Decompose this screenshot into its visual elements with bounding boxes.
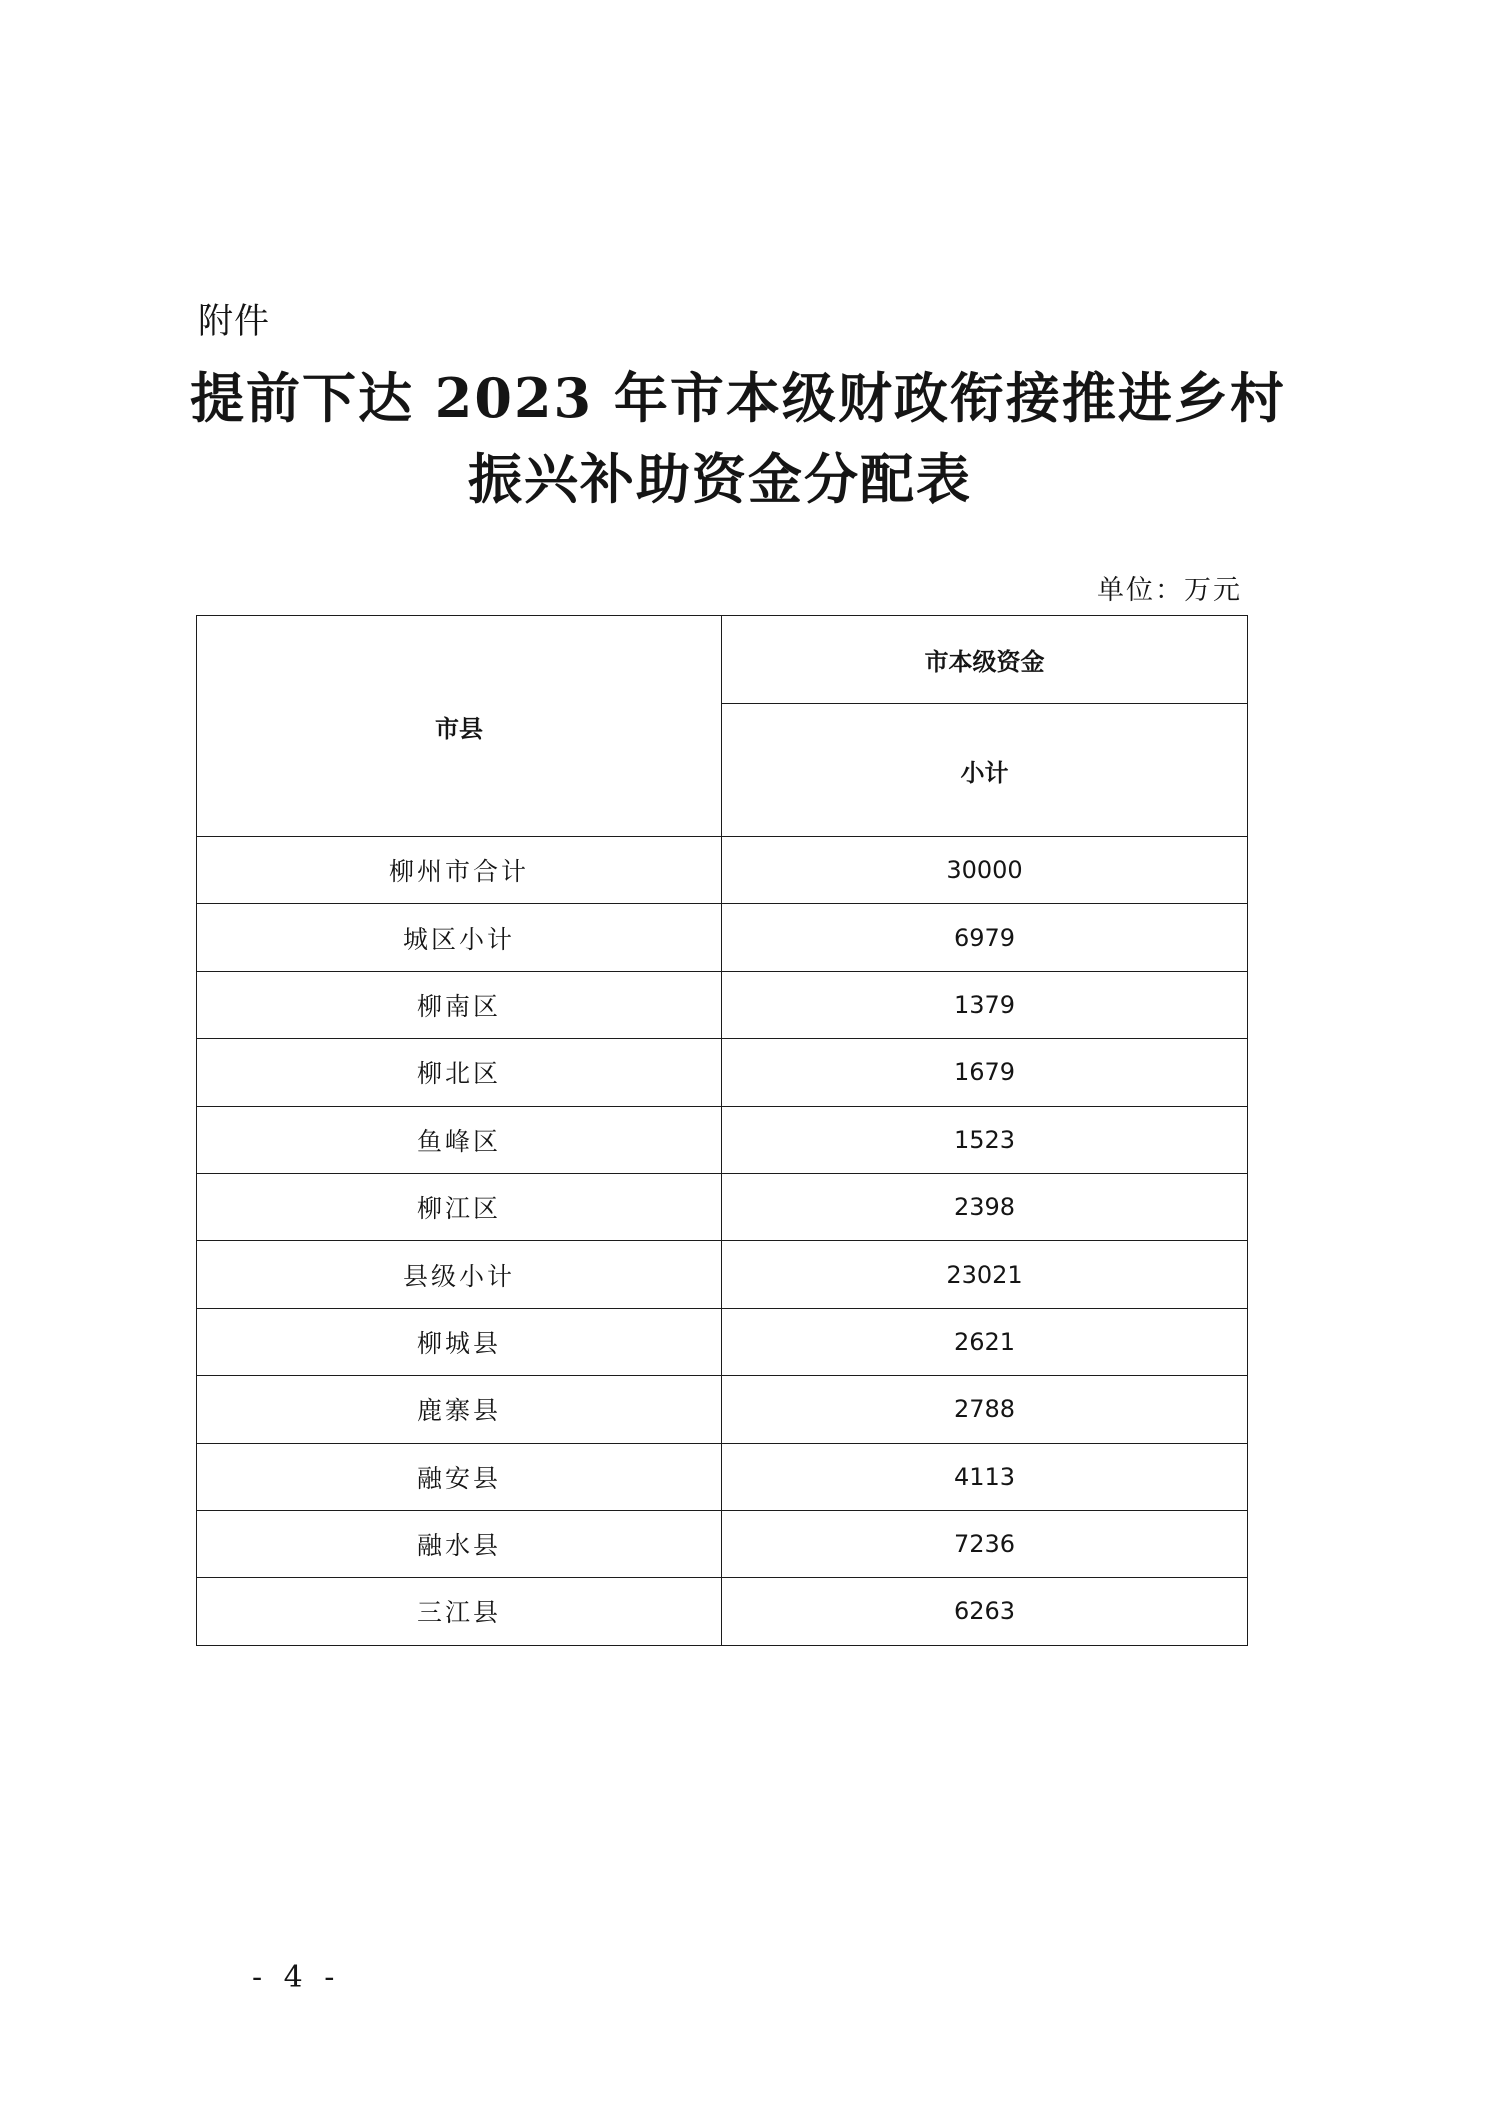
amount-cell: 7236 (722, 1510, 1248, 1577)
table-row (197, 1376, 1248, 1443)
region-cell: 城区小计 (197, 904, 722, 971)
amount-cell: 2788 (722, 1376, 1248, 1443)
amount-cell: 6979 (722, 904, 1248, 971)
table-row (197, 971, 1248, 1038)
table-row (197, 1106, 1248, 1173)
amount-cell: 1523 (722, 1106, 1248, 1173)
table-row (197, 1510, 1248, 1577)
amount-cell: 23021 (722, 1241, 1248, 1308)
header-region: 市县 (197, 616, 722, 837)
amount-cell: 1379 (722, 971, 1248, 1038)
region-cell: 鱼峰区 (197, 1106, 722, 1173)
table-row (197, 1443, 1248, 1510)
amount-cell: 6263 (722, 1578, 1248, 1645)
amount-cell: 2621 (722, 1308, 1248, 1375)
region-cell: 三江县 (197, 1578, 722, 1645)
table-row (197, 1241, 1248, 1308)
attachment-label: 附件 (198, 302, 271, 342)
table-row (197, 1578, 1248, 1645)
header-funds-group: 市本级资金 (722, 616, 1248, 704)
page-number: - 4 - (252, 1960, 341, 1995)
region-cell: 柳城县 (197, 1308, 722, 1375)
amount-cell: 4113 (722, 1443, 1248, 1510)
region-cell: 融安县 (197, 1443, 722, 1510)
amount-cell: 1679 (722, 1039, 1248, 1106)
region-cell: 融水县 (197, 1510, 722, 1577)
document-title-line-1: 提前下达 2023 年市本级财政衔接推进乡村 (190, 366, 1286, 430)
header-subtotal: 小计 (722, 704, 1248, 837)
table-row (197, 1039, 1248, 1106)
table-row (197, 1173, 1248, 1240)
region-cell: 鹿寨县 (197, 1376, 722, 1443)
region-cell: 柳江区 (197, 1173, 722, 1240)
region-cell: 县级小计 (197, 1241, 722, 1308)
amount-cell: 30000 (722, 837, 1248, 904)
region-cell: 柳南区 (197, 971, 722, 1038)
document-title-line-2: 振兴补助资金分配表 (468, 447, 972, 511)
region-cell: 柳州市合计 (197, 837, 722, 904)
table-header-row (197, 616, 1248, 704)
table-row (197, 904, 1248, 971)
table-row (197, 837, 1248, 904)
region-cell: 柳北区 (197, 1039, 722, 1106)
allocation-table (196, 615, 1248, 1646)
amount-cell: 2398 (722, 1173, 1248, 1240)
unit-label: 单位：万元 (1097, 575, 1242, 606)
table-row (197, 1308, 1248, 1375)
